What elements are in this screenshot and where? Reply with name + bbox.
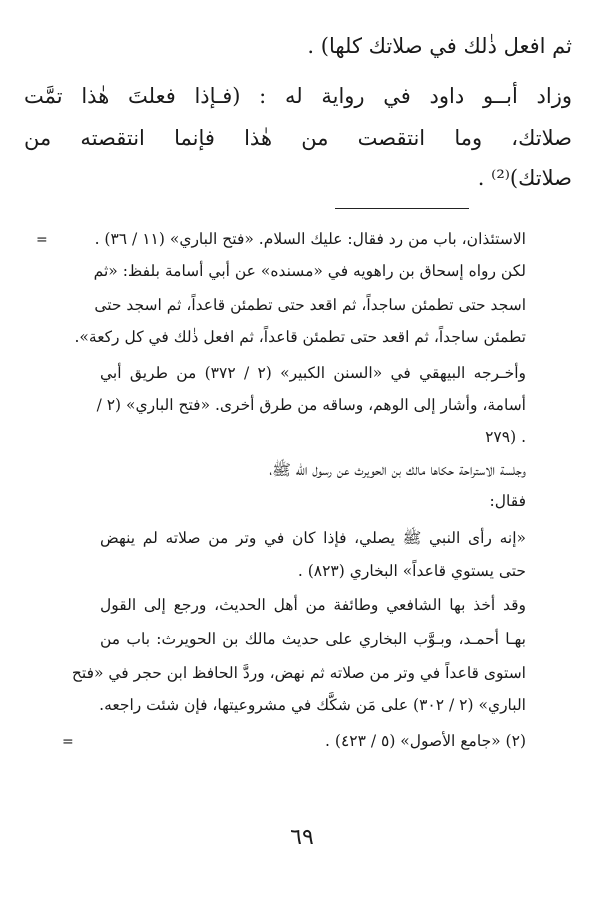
footnote-line-1: الاستئذان، باب من رد فقال: عليك السلام. «فتح الباري» (١١ / ٣٦) . <box>94 230 526 248</box>
main-text-line-4: صلاتك)⁽²⁾ . <box>477 166 572 190</box>
footnote-line-5: وأخـرجه البيهقي في «السنن الكبير» (٢ / ٣٧٢) من طريق أبي <box>100 364 527 382</box>
footnote-separator <box>335 208 469 209</box>
footnote-continuation-mark: = <box>36 232 48 248</box>
page-number: ٦٩ <box>290 825 314 850</box>
footnote-line-3: اسجد حتى تطمئن ساجداً، ثم اقعد حتى تطمئن قاعداً، ثم اسجد حتى <box>94 296 526 314</box>
footnote-line-13: بهـا أحمـد، وبـوَّب البخاري على حديث مالك بن الحويرث: باب من <box>100 630 526 648</box>
main-text-line-1: ثم افعل ذٰلك في صلاتك كلها) . <box>307 34 572 58</box>
footnote-line-14: استوى قاعداً في وتر من صلاته ثم نهض، وردَّ الحافظ ابن حجر في «فتح <box>71 664 526 682</box>
footnote-line-15: الباري» (٢ / ٣٠٢) على مَن شكَّك في مشروعيتها، فإن شئت راجعه. <box>99 696 526 714</box>
footnote-line-7: ٢٧٩) . <box>485 428 526 446</box>
footnote-line-11: حتى يستوي قاعداً» البخاري (٨٢٣) . <box>297 562 526 580</box>
main-text-line-3: صلاتك، وما انتقصت من هٰذا فإنما انتقصته من <box>24 126 572 150</box>
footnote-line-8: وجلسة الاستراحة حكاها مالك بن الحويرث عن رسول الله ﷺ، <box>269 461 526 479</box>
footnote-line-6: أسامة، وأشار إلى الوهم، وساقه من طرق أخرى. «فتح الباري» (٢ / <box>96 396 526 414</box>
footnote-line-16: (٢) «جامع الأصول» (٥ / ٤٢٣) . <box>325 732 526 750</box>
footnote-line-10: «إنه رأى النبي ﷺ يصلي، فإذا كان في وتر من صلاته لم ينهض <box>100 529 526 547</box>
footnote-line-2: لكن رواه إسحاق بن راهويه في «مسنده» عن أبي أسامة بلفظ: «ثم <box>93 262 526 280</box>
main-text-line-2: وزاد أبــو داود في رواية له : (فـإذا فعلتَ هٰذا تمَّت <box>24 84 572 108</box>
footnote-end-mark: = <box>62 734 74 750</box>
footnote-line-12: وقد أخذ بها الشافعي وطائفة من أهل الحديث، ورجع إلى القول <box>100 596 526 614</box>
footnote-line-4: تطمئن ساجداً، ثم اقعد حتى تطمئن قاعداً، ثم افعل ذٰلك في كل ركعة». <box>74 328 526 346</box>
footnote-line-9: فقال: <box>489 492 526 510</box>
